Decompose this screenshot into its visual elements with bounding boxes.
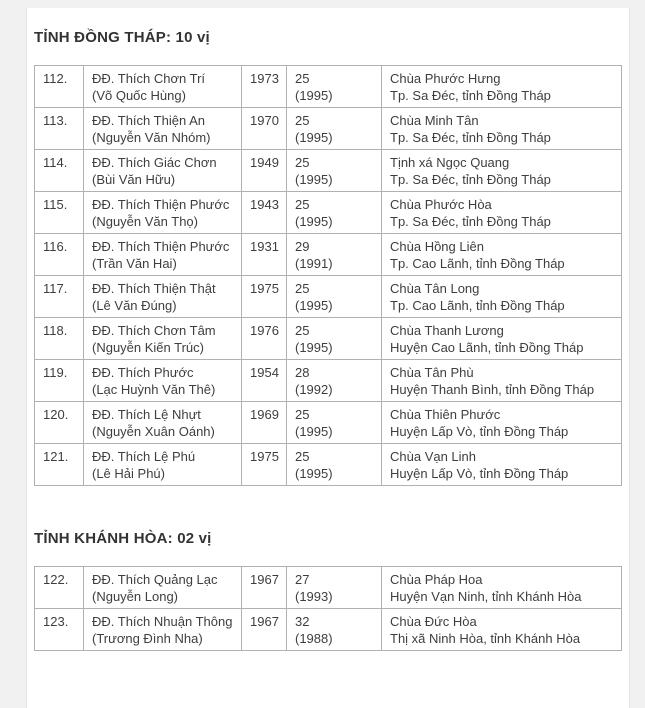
temple-name: Chùa Thanh Lương	[390, 323, 504, 338]
row-number-cell	[35, 609, 84, 651]
table-row	[35, 318, 622, 360]
secular-name: (Võ Quốc Hùng)	[92, 88, 186, 103]
birth-year-cell	[242, 402, 287, 444]
secular-name: (Lê Văn Đúng)	[92, 298, 177, 313]
monk-name: ĐĐ. Thích Lệ Nhựt	[92, 407, 201, 422]
section-heading: TỈNH ĐỒNG THÁP: 10 vị	[34, 29, 210, 46]
table-row	[35, 444, 622, 486]
temple-cell	[382, 402, 622, 444]
temple-location: Tp. Cao Lãnh, tỉnh Đồng Tháp	[390, 298, 565, 313]
row-number: 112.	[43, 71, 68, 86]
temple-location: Tp. Cao Lãnh, tỉnh Đồng Tháp	[390, 256, 565, 271]
monk-name: ĐĐ. Thích Thiện Phước	[92, 197, 230, 212]
table-row	[35, 108, 622, 150]
birth-year: 1973	[250, 71, 279, 86]
birth-year: 1967	[250, 614, 279, 629]
row-number: 121.	[43, 449, 69, 464]
ordination-cell	[287, 66, 382, 108]
ordination-years: 25	[295, 71, 310, 86]
table-row	[35, 609, 622, 651]
ordination-years: 29	[295, 239, 310, 254]
monk-name: ĐĐ. Thích Thiện An	[92, 113, 205, 128]
birth-year: 1967	[250, 572, 279, 587]
temple-location: Tp. Sa Đéc, tỉnh Đồng Tháp	[390, 130, 551, 145]
table-row	[35, 234, 622, 276]
table-row	[35, 276, 622, 318]
temple-location: Tp. Sa Đéc, tỉnh Đồng Tháp	[390, 214, 551, 229]
table-row	[35, 192, 622, 234]
ordination-years: 28	[295, 365, 310, 380]
secular-name: (Trần Văn Hai)	[92, 256, 177, 271]
monk-name-cell	[84, 318, 242, 360]
temple-location: Huyện Vạn Ninh, tỉnh Khánh Hòa	[390, 589, 582, 604]
row-number-cell	[35, 192, 84, 234]
row-number: 114.	[43, 155, 68, 170]
birth-year: 1931	[250, 239, 279, 254]
monk-name: ĐĐ. Thích Thiện Thật	[92, 281, 216, 296]
monk-name: ĐĐ. Thích Phước	[92, 365, 194, 380]
monk-name-cell	[84, 150, 242, 192]
ordination-cell	[287, 402, 382, 444]
temple-name: Chùa Minh Tân	[390, 113, 479, 128]
temple-cell	[382, 234, 622, 276]
temple-cell	[382, 192, 622, 234]
temple-name: Chùa Thiên Phước	[390, 407, 501, 422]
monk-name-cell	[84, 108, 242, 150]
ordination-cell	[287, 150, 382, 192]
ordination-year: (1993)	[295, 589, 333, 604]
ordination-cell	[287, 360, 382, 402]
temple-name: Chùa Phước Hưng	[390, 71, 501, 86]
temple-location: Huyện Lấp Vò, tỉnh Đồng Tháp	[390, 466, 569, 481]
temple-name: Chùa Vạn Linh	[390, 449, 477, 464]
ordination-year: (1995)	[295, 172, 333, 187]
temple-name: Chùa Pháp Hoa	[390, 572, 483, 587]
monk-name-cell	[84, 360, 242, 402]
section-dong-thap	[34, 29, 620, 486]
row-number-cell	[35, 318, 84, 360]
birth-year: 1949	[250, 155, 279, 170]
birth-year: 1975	[250, 449, 279, 464]
monk-name-cell	[84, 609, 242, 651]
monk-name: ĐĐ. Thích Quảng Lạc	[92, 572, 218, 587]
row-number: 123.	[43, 614, 69, 629]
temple-location: Huyện Thanh Bình, tỉnh Đồng Tháp	[390, 382, 595, 397]
temple-name: Chùa Tân Phù	[390, 365, 474, 380]
ordination-cell	[287, 192, 382, 234]
monk-name-cell	[84, 444, 242, 486]
temple-location: Tp. Sa Đéc, tỉnh Đồng Tháp	[390, 172, 551, 187]
ordination-year: (1995)	[295, 130, 333, 145]
ordination-year: (1991)	[295, 256, 333, 271]
row-number-cell	[35, 234, 84, 276]
temple-cell	[382, 66, 622, 108]
monk-name: ĐĐ. Thích Nhuận Thông	[92, 614, 233, 629]
birth-year-cell	[242, 567, 287, 609]
temple-cell	[382, 567, 622, 609]
birth-year: 1975	[250, 281, 279, 296]
table-row	[35, 150, 622, 192]
monk-name-cell	[84, 66, 242, 108]
row-number-cell	[35, 402, 84, 444]
secular-name: (Lạc Huỳnh Văn Thê)	[92, 382, 216, 397]
temple-name: Chùa Đức Hòa	[390, 614, 477, 629]
ordination-year: (1992)	[295, 382, 333, 397]
temple-cell	[382, 444, 622, 486]
monk-roster-table	[34, 65, 622, 486]
row-number-cell	[35, 567, 84, 609]
ordination-years: 25	[295, 407, 310, 422]
temple-cell	[382, 609, 622, 651]
secular-name: (Trương Đình Nha)	[92, 631, 203, 646]
birth-year-cell	[242, 318, 287, 360]
birth-year-cell	[242, 360, 287, 402]
birth-year-cell	[242, 276, 287, 318]
monk-name-cell	[84, 234, 242, 276]
secular-name: (Nguyễn Long)	[92, 589, 178, 604]
temple-cell	[382, 150, 622, 192]
birth-year-cell	[242, 108, 287, 150]
ordination-years: 25	[295, 197, 310, 212]
secular-name: (Nguyễn Văn Nhóm)	[92, 130, 211, 145]
ordination-year: (1995)	[295, 466, 333, 481]
secular-name: (Nguyễn Văn Thọ)	[92, 214, 198, 229]
row-number: 122.	[43, 572, 69, 587]
temple-location: Thị xã Ninh Hòa, tỉnh Khánh Hòa	[390, 631, 581, 646]
monk-name: ĐĐ. Thích Lệ Phú	[92, 449, 196, 464]
monk-roster-table	[34, 566, 622, 651]
row-number: 119.	[43, 365, 68, 380]
ordination-cell	[287, 318, 382, 360]
row-number: 120.	[43, 407, 69, 422]
row-number-cell	[35, 444, 84, 486]
birth-year: 1969	[250, 407, 279, 422]
table-row	[35, 402, 622, 444]
birth-year-cell	[242, 150, 287, 192]
ordination-cell	[287, 444, 382, 486]
birth-year: 1954	[250, 365, 279, 380]
row-number-cell	[35, 66, 84, 108]
row-number: 117.	[43, 281, 68, 296]
birth-year-cell	[242, 444, 287, 486]
content-card	[26, 8, 630, 708]
monk-name-cell	[84, 402, 242, 444]
ordination-cell	[287, 276, 382, 318]
monk-name-cell	[84, 192, 242, 234]
temple-location: Huyện Lấp Vò, tỉnh Đồng Tháp	[390, 424, 569, 439]
temple-cell	[382, 318, 622, 360]
ordination-year: (1995)	[295, 298, 333, 313]
section-khanh-hoa	[34, 530, 620, 651]
row-number-cell	[35, 276, 84, 318]
ordination-year: (1995)	[295, 88, 333, 103]
ordination-cell	[287, 234, 382, 276]
ordination-years: 25	[295, 323, 310, 338]
monk-name-cell	[84, 567, 242, 609]
temple-name: Tịnh xá Ngọc Quang	[390, 155, 510, 170]
ordination-years: 27	[295, 572, 310, 587]
ordination-years: 25	[295, 281, 310, 296]
ordination-cell	[287, 609, 382, 651]
birth-year: 1943	[250, 197, 279, 212]
ordination-years: 25	[295, 113, 310, 128]
secular-name: (Nguyễn Xuân Oánh)	[92, 424, 215, 439]
row-number-cell	[35, 150, 84, 192]
ordination-year: (1995)	[295, 340, 333, 355]
row-number: 113.	[43, 113, 68, 128]
secular-name: (Bùi Văn Hữu)	[92, 172, 176, 187]
birth-year-cell	[242, 609, 287, 651]
table-row	[35, 567, 622, 609]
row-number: 116.	[43, 239, 68, 254]
monk-name-cell	[84, 276, 242, 318]
ordination-cell	[287, 567, 382, 609]
ordination-year: (1988)	[295, 631, 333, 646]
temple-location: Tp. Sa Đéc, tỉnh Đồng Tháp	[390, 88, 551, 103]
birth-year: 1970	[250, 113, 279, 128]
section-heading: TỈNH KHÁNH HÒA: 02 vị	[34, 530, 212, 547]
temple-cell	[382, 360, 622, 402]
secular-name: (Lê Hải Phú)	[92, 466, 165, 481]
temple-name: Chùa Tân Long	[390, 281, 480, 296]
ordination-cell	[287, 108, 382, 150]
row-number-cell	[35, 360, 84, 402]
monk-name: ĐĐ. Thích Giác Chơn	[92, 155, 217, 170]
table-row	[35, 66, 622, 108]
temple-location: Huyện Cao Lãnh, tỉnh Đồng Tháp	[390, 340, 584, 355]
monk-name: ĐĐ. Thích Thiện Phước	[92, 239, 230, 254]
monk-name: ĐĐ. Thích Chơn Trí	[92, 71, 206, 86]
birth-year-cell	[242, 234, 287, 276]
ordination-years: 32	[295, 614, 310, 629]
birth-year-cell	[242, 192, 287, 234]
ordination-years: 25	[295, 449, 310, 464]
row-number: 118.	[43, 323, 68, 338]
table-row	[35, 360, 622, 402]
row-number: 115.	[43, 197, 68, 212]
ordination-years: 25	[295, 155, 310, 170]
birth-year-cell	[242, 66, 287, 108]
birth-year: 1976	[250, 323, 279, 338]
ordination-year: (1995)	[295, 424, 333, 439]
ordination-year: (1995)	[295, 214, 333, 229]
secular-name: (Nguyễn Kiến Trúc)	[92, 340, 204, 355]
temple-name: Chùa Hồng Liên	[390, 239, 484, 254]
monk-name: ĐĐ. Thích Chơn Tâm	[92, 323, 216, 338]
temple-name: Chùa Phước Hòa	[390, 197, 492, 212]
temple-cell	[382, 108, 622, 150]
temple-cell	[382, 276, 622, 318]
row-number-cell	[35, 108, 84, 150]
